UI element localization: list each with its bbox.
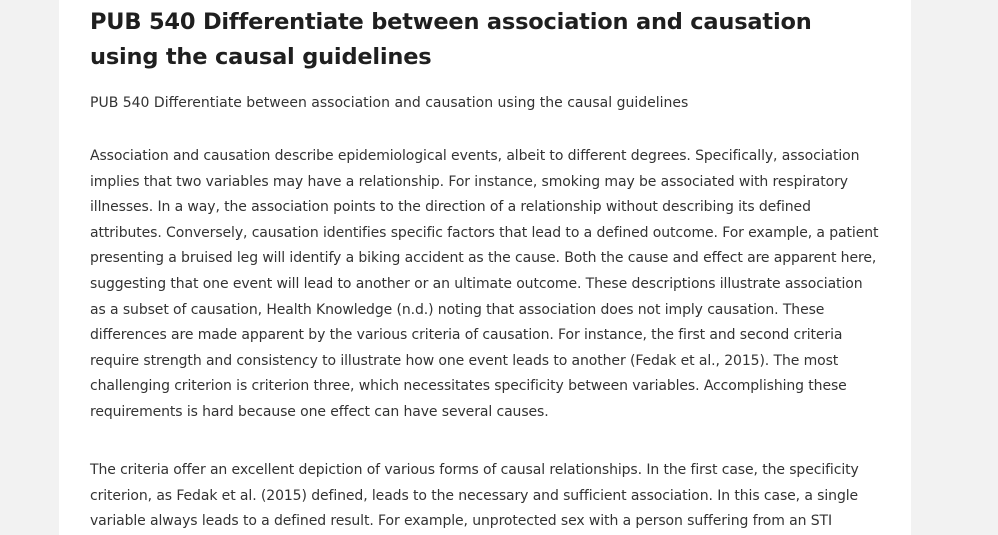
- article-subtitle: PUB 540 Differentiate between association and causation using the causal guidelines: [90, 95, 689, 111]
- article-content: [90, 0, 880, 530]
- article-title: PUB 540 Differentiate between association and causation using the causal guidelines: [90, 9, 812, 70]
- paragraph-2: The criteria offer an excellent depiction of various forms of causal relationships. In the first case, the specificity criterion, as Fedak et al. (2015) defined, leads to the necessary and sufficient association. In this case, a single variable always leads to a defined result. For example, unprotected sex with a person suffering from an STI: [90, 462, 859, 530]
- article-page: [59, 0, 911, 535]
- paragraph-1: Association and causation describe epidemiological events, albeit to different degrees. Specifically, association implies that two variables may have a relationship. For instance, smoking may be associated with respiratory illnesses. In a way, the association points to the direction of a relationship without describing its defined attributes. Conversely, causation identifies specific factors that lead to a defined outcome. For example, a patient presenting a bruised leg will identify a biking accident as the cause. Both the cause and effect are apparent here, suggesting that one event will lead to another or an ultimate outcome. These descriptions illustrate association as a subset of causation, Health Knowledge (n.d.) noting that association does not imply causation. These differences are made apparent by the various criteria of causation. For instance, the first and second criteria require strength and consistency to illustrate how one event leads to another (Fedak et al., 2015). The most challenging criterion is criterion three, which necessitates specificity between variables. Accomplishing these requirements is hard because one effect can have several causes.: [90, 148, 879, 420]
